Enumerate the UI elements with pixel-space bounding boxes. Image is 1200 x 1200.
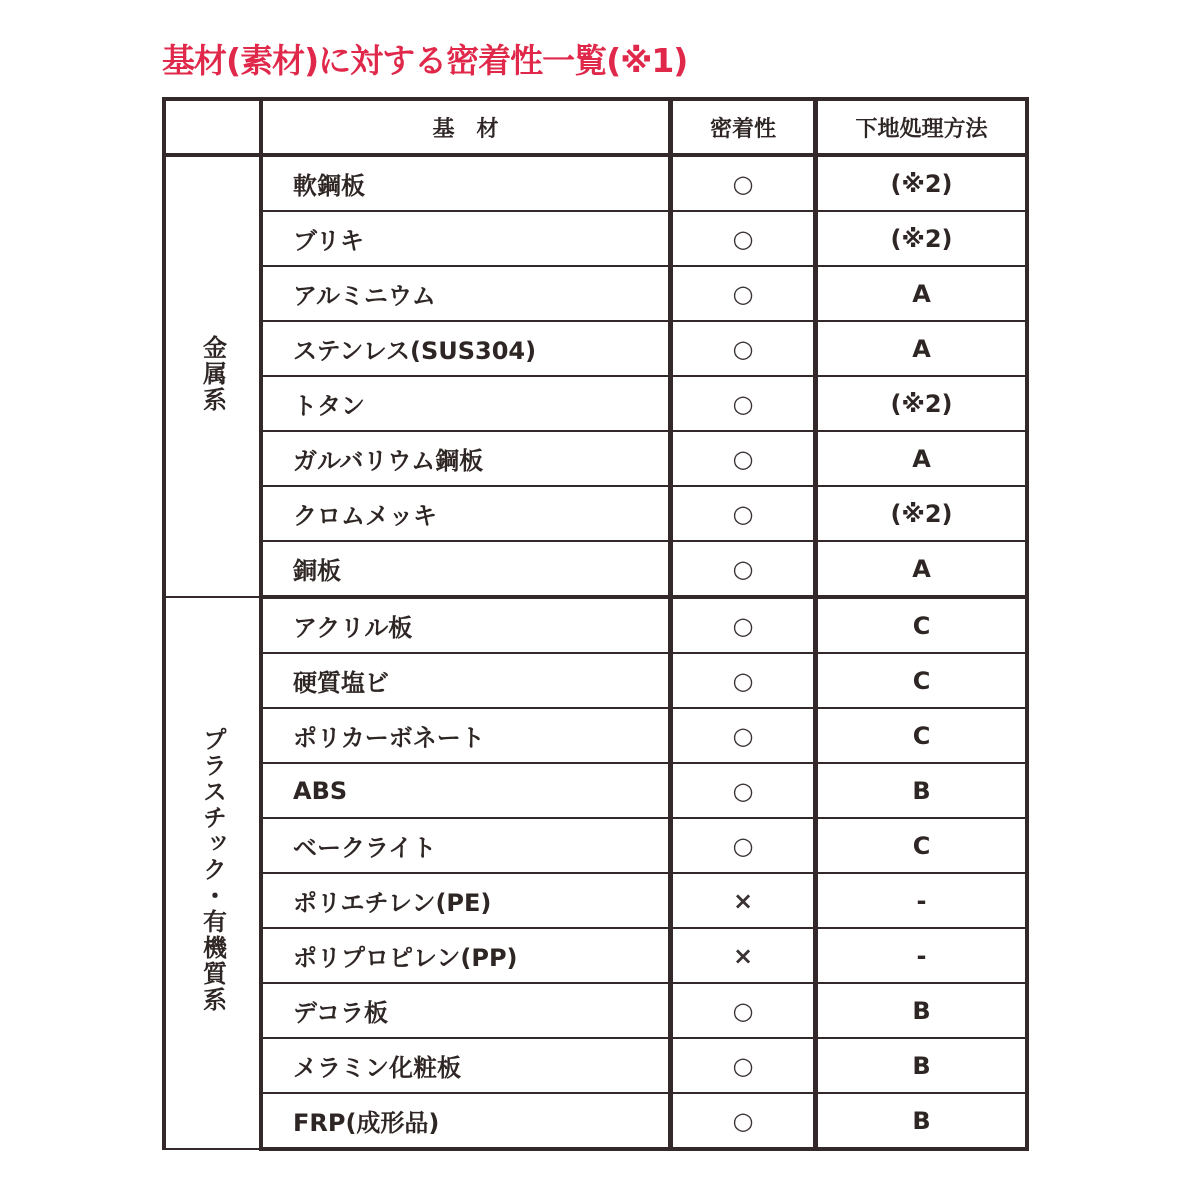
- substrate-cell: トタン: [261, 376, 671, 431]
- adhesion-cell: ○: [671, 983, 816, 1038]
- table-row: [164, 708, 1027, 763]
- page-title: 基材(素材)に対する密着性一覧(※1): [162, 41, 688, 80]
- substrate-cell: ポリカーボネート: [261, 708, 671, 763]
- adhesion-cell: ○: [671, 211, 816, 266]
- adhesion-cell: ○: [671, 541, 816, 597]
- substrate-cell: メラミン化粧板: [261, 1038, 671, 1093]
- table-row: [164, 1038, 1027, 1093]
- header-substrate: 基 材: [261, 99, 671, 155]
- pretreatment-cell: A: [816, 321, 1028, 376]
- adhesion-cell: ×: [671, 873, 816, 928]
- adhesion-cell: ○: [671, 321, 816, 376]
- adhesion-cell: ○: [671, 763, 816, 818]
- pretreatment-cell: C: [816, 597, 1028, 653]
- substrate-cell: ガルバリウム鋼板: [261, 431, 671, 486]
- table-row: [164, 321, 1027, 376]
- table-row: [164, 431, 1027, 486]
- table-row: [164, 763, 1027, 818]
- pretreatment-cell: (※2): [816, 211, 1028, 266]
- table-row: [164, 928, 1027, 983]
- header-group-cell: [164, 99, 261, 155]
- pretreatment-cell: C: [816, 708, 1028, 763]
- pretreatment-cell: B: [816, 1038, 1028, 1093]
- table-row: [164, 818, 1027, 873]
- table-row: [164, 155, 1027, 211]
- adhesion-cell: ○: [671, 1038, 816, 1093]
- table-row: [164, 376, 1027, 431]
- adhesion-cell: ○: [671, 653, 816, 708]
- substrate-cell: 銅板: [261, 541, 671, 597]
- substrate-cell: クロムメッキ: [261, 486, 671, 541]
- substrate-cell: ポリプロピレン(PP): [261, 928, 671, 983]
- pretreatment-cell: A: [816, 266, 1028, 321]
- group-label-cell: [164, 597, 261, 1149]
- substrate-cell: ステンレス(SUS304): [261, 321, 671, 376]
- pretreatment-cell: (※2): [816, 376, 1028, 431]
- adhesion-cell: ○: [671, 266, 816, 321]
- group-label: プラスチック・有機質系: [198, 727, 227, 1013]
- pretreatment-cell: A: [816, 431, 1028, 486]
- table-header-row: [164, 99, 1027, 155]
- pretreatment-cell: -: [816, 928, 1028, 983]
- adhesion-cell: ○: [671, 431, 816, 486]
- adhesion-cell: ×: [671, 928, 816, 983]
- pretreatment-cell: C: [816, 653, 1028, 708]
- pretreatment-cell: C: [816, 818, 1028, 873]
- adhesion-cell: ○: [671, 1093, 816, 1149]
- substrate-cell: ABS: [261, 763, 671, 818]
- group-label-cell: [164, 155, 261, 597]
- substrate-cell: アクリル板: [261, 597, 671, 653]
- adhesion-cell: ○: [671, 597, 816, 653]
- table-row: [164, 653, 1027, 708]
- pretreatment-cell: -: [816, 873, 1028, 928]
- pretreatment-cell: B: [816, 763, 1028, 818]
- pretreatment-cell: A: [816, 541, 1028, 597]
- pretreatment-cell: B: [816, 1093, 1028, 1149]
- substrate-cell: ポリエチレン(PE): [261, 873, 671, 928]
- substrate-cell: 軟鋼板: [261, 155, 671, 211]
- substrate-cell: デコラ板: [261, 983, 671, 1038]
- adhesion-cell: ○: [671, 708, 816, 763]
- table-row: [164, 486, 1027, 541]
- substrate-cell: アルミニウム: [261, 266, 671, 321]
- group-label: 金属系: [198, 334, 227, 413]
- pretreatment-cell: B: [816, 983, 1028, 1038]
- adhesion-cell: ○: [671, 155, 816, 211]
- substrate-cell: FRP(成形品): [261, 1093, 671, 1149]
- table-row: [164, 211, 1027, 266]
- header-adhesion: 密着性: [671, 99, 816, 155]
- table-row: [164, 541, 1027, 597]
- substrate-cell: ブリキ: [261, 211, 671, 266]
- table-row: [164, 983, 1027, 1038]
- table-row: [164, 597, 1027, 653]
- table-row: [164, 266, 1027, 321]
- header-pretreatment: 下地処理方法: [816, 99, 1028, 155]
- adhesion-cell: ○: [671, 486, 816, 541]
- pretreatment-cell: (※2): [816, 155, 1028, 211]
- substrate-cell: ベークライト: [261, 818, 671, 873]
- table-row: [164, 1093, 1027, 1149]
- table-row: [164, 873, 1027, 928]
- adhesion-table: [162, 97, 1029, 1151]
- pretreatment-cell: (※2): [816, 486, 1028, 541]
- adhesion-cell: ○: [671, 376, 816, 431]
- adhesion-cell: ○: [671, 818, 816, 873]
- substrate-cell: 硬質塩ビ: [261, 653, 671, 708]
